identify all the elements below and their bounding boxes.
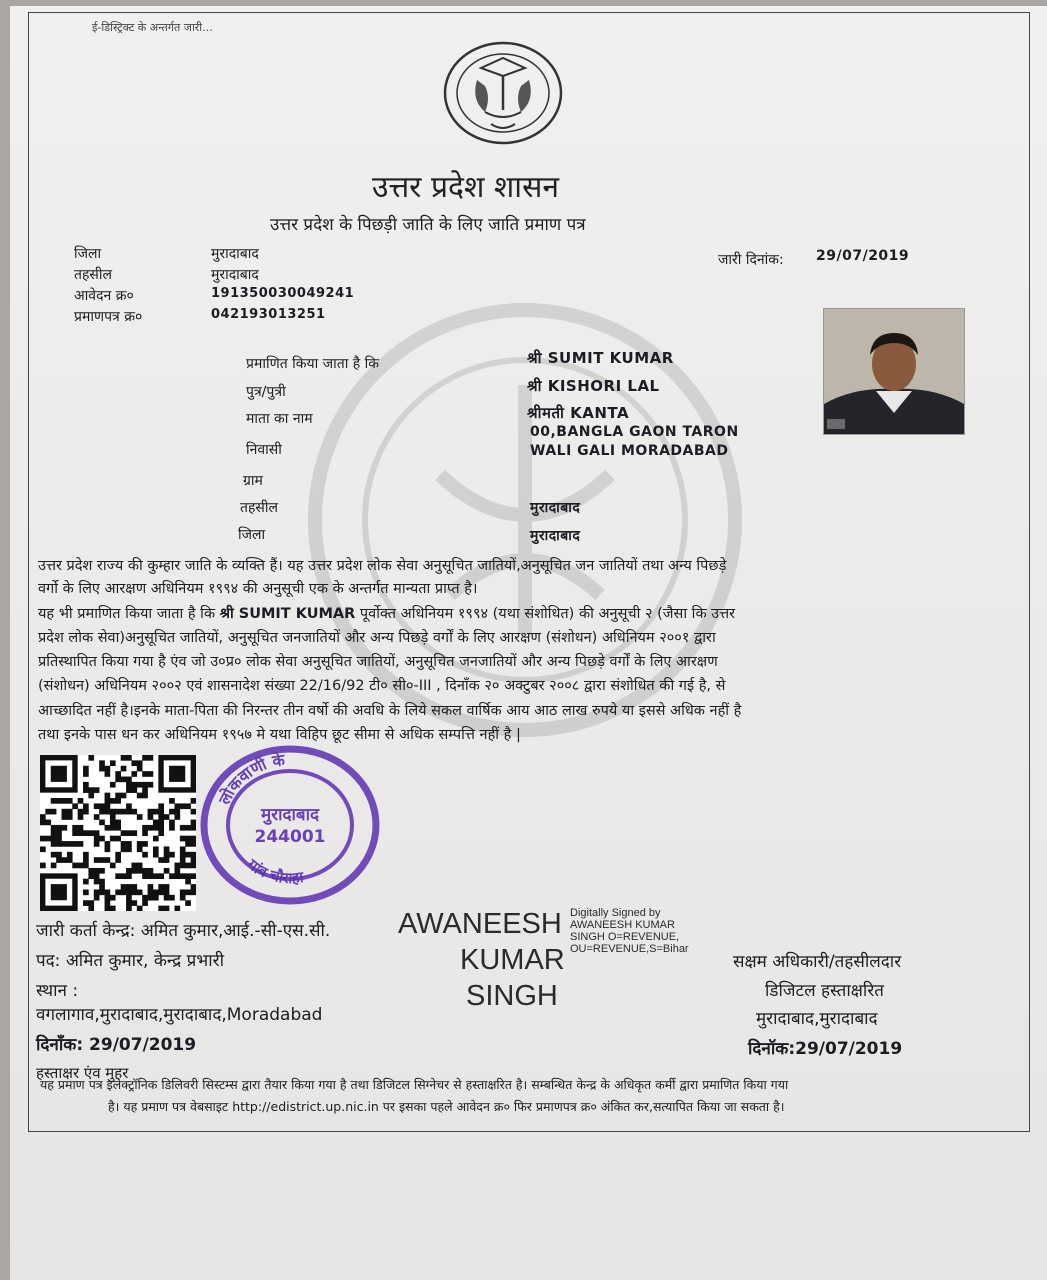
body-line-8: तथा इनके पास धन कर अधिनियम १९५७ मे यथा विहिप छूट सीमा से अधिक सम्पत्ति नहीं है | (38, 727, 521, 743)
applicant-photo (823, 308, 965, 435)
tehsil-label: तहसील (74, 267, 112, 283)
stamp-pin: 244001 (254, 827, 326, 847)
signer-name-line-3: SINGH (466, 980, 558, 1012)
edistrict-note: ई-डिस्ट्रिक्ट के अन्तर्गत जारी... (92, 21, 213, 34)
place-value: वगलागाव,मुरादाबाद,मुरादाबाद,Moradabad (36, 1005, 323, 1025)
mother-name: श्रीमती KANTA (527, 404, 630, 422)
page-title: उत्तर प्रदेश शासन (372, 170, 560, 205)
digital-signature-info (570, 907, 689, 955)
body-line-1: उत्तर प्रदेश राज्य की कुम्हार जाति के व्यक्ति हैं। यह उत्तर प्रदेश लोक सेवा अनुसूचित जातियों,अनुसूचित जन जातियों तथा अन्य पिछड़े (38, 558, 727, 574)
issue-date-value: 29/07/2019 (816, 248, 910, 264)
stamp-bottom-text: गांव चौराहा (244, 855, 305, 888)
resident-label: निवासी (246, 442, 282, 458)
issuer-date: दिनाँक: 29/07/2019 (36, 1035, 197, 1055)
body-line-5: प्रतिस्थापित किया गया है एंव जो उ०प्र० लोक सेवा अनुसूचित जातियों, अनुसूचित जनजातियों और अन्य पिछड़े वर्गों के लिए आरक्षण (38, 654, 718, 670)
address-line-2: WALI GALI MORADABAD (530, 443, 729, 459)
applicant-name: श्री SUMIT KUMAR (527, 349, 674, 367)
body-line-3-suffix: पूर्वोक्त अधिनियम १९९४ (यथा संशोधित) की अनुसूची २ (जैसा कि उत्तर (355, 606, 736, 622)
application-label: आवेदन क्र० (74, 288, 134, 304)
person-district-value: मुरादाबाद (530, 528, 581, 544)
up-government-emblem-icon (441, 40, 565, 146)
tehsil-value: मुरादाबाद (211, 267, 259, 283)
footer-line-2: है। यह प्रमाण पत्र वेबसाइट http://edistrict.up.nic.in पर इसका पहले आवेदन क्र० फिर प्रमाणपत्र क्र० अंकित कर,सत्यापित किया जा सकता है। (108, 1099, 785, 1114)
official-stamp (195, 740, 385, 910)
authority-signed: डिजिटल हस्ताक्षरित (765, 981, 884, 1001)
body-line-6: (संशोधन) अधिनियम २००२ एवं शासनादेश संख्या 22/16/92 टी० सी०-III , दिनाँक २० अक्टुबर २००८ द्वारा संशोधित की गई है, से (38, 678, 726, 694)
digital-signature-info-line: AWANEESH KUMAR (570, 919, 675, 931)
body-line-4: प्रदेश लोक सेवा)अनुसूचित जातियों, अनुसूचित जनजातियों और अन्य पिछड़े वर्गों के लिए आरक्षण (संशोधन) अधिनियम २००१ द्वारा (38, 630, 716, 646)
footer-line-1: यह प्रमाण पत्र इलेक्ट्रॉनिक डिलिवरी सिस्टम्स द्वारा तैयार किया गया है तथा डिजिटल सिग्नेचर से हस्ताक्षरित है। सम्बन्धित केन्द्र के अधिकृत कर्मी द्वारा प्रमाणित किया गया (40, 1077, 789, 1092)
body-line-3-name: श्री SUMIT KUMAR (219, 606, 356, 622)
person-tehsil-label: तहसील (240, 500, 278, 516)
stamp-top-text: लोकवाणी के (214, 750, 287, 808)
person-district-label: जिला (238, 527, 266, 543)
certificate-label: प्रमाणपत्र क्र० (74, 309, 143, 325)
sign-and-seal-label: हस्ताक्षर एंव मुहर (36, 1064, 129, 1082)
authority-title: सक्षम अधिकारी/तहसीलदार (733, 952, 902, 972)
certify-label: प्रमाणित किया जाता है कि (246, 356, 380, 372)
application-number: 191350030049241 (211, 286, 355, 301)
authority-place: मुरादाबाद,मुरादाबाद (756, 1009, 878, 1029)
place-label: स्थान : (36, 981, 79, 1001)
mother-label: माता का नाम (246, 411, 313, 427)
father-name: श्री KISHORI LAL (527, 377, 660, 395)
address-line-1: 00,BANGLA GAON TARON (530, 424, 739, 440)
certificate-number: 042193013251 (211, 307, 326, 322)
signer-name-line-2: KUMAR (460, 944, 565, 976)
village-label: ग्राम (243, 473, 263, 489)
body-line-3 (38, 603, 735, 623)
digital-signature-info-line: OU=REVENUE,S=Bihar (570, 943, 689, 955)
district-value: मुरादाबाद (211, 246, 259, 262)
issuer-post: पद: अमित कुमार, केन्द्र प्रभारी (36, 951, 224, 971)
stamp-city: मुरादाबाद (260, 805, 320, 825)
district-label: जिला (74, 246, 102, 262)
son-label: पुत्र/पुत्री (246, 384, 286, 400)
issue-date-label: जारी दिनांक: (718, 252, 784, 268)
page-subtitle: उत्तर प्रदेश के पिछड़ी जाति के लिए जाति प्रमाण पत्र (270, 215, 586, 235)
digital-signature-info-line: SINGH O=REVENUE, (570, 931, 680, 943)
person-tehsil-value: मुरादाबाद (530, 500, 581, 516)
body-line-7: आच्छादित नहीं है।इनके माता-पिता की निरन्तर तीन वर्षो की अवधि के लिये सकल वार्षिक आय आठ लाख रुपये या इससे अधिक नहीं है (38, 703, 742, 719)
signer-name-line-1: AWANEESH (398, 908, 562, 940)
body-line-2: वर्गो के लिए आरक्षण अधिनियम १९९४ की अनुसूची एक के अन्तर्गत मान्यता प्राप्त है। (38, 581, 478, 597)
qr-code (40, 755, 196, 911)
digital-signature-info-line: Digitally Signed by (570, 907, 661, 919)
authority-date: दिनॉक:29/07/2019 (748, 1039, 903, 1059)
issuing-center: जारी कर्ता केन्द्र: अमित कुमार,आई.-सी-एस.सी. (36, 921, 331, 941)
body-line-3-prefix: यह भी प्रमाणित किया जाता है कि (38, 606, 220, 622)
